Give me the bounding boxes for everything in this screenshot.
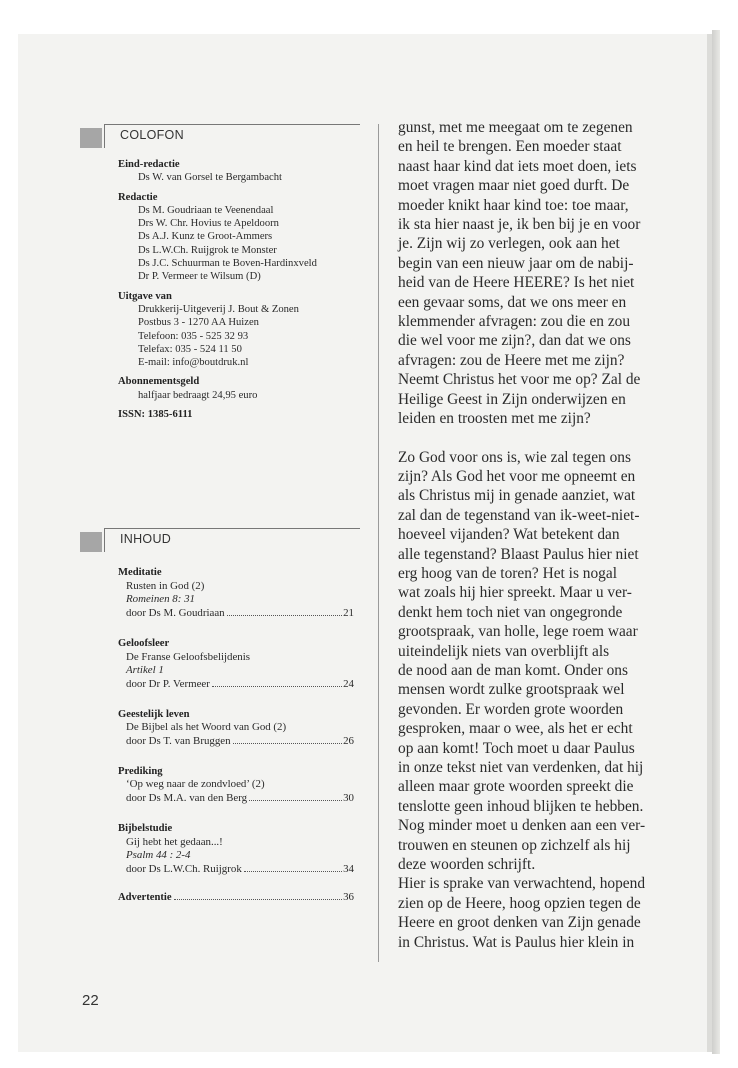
toc-article-subtitle: Artikel 1 (126, 664, 164, 677)
group-line: E-mail: info@boutdruk.nl (138, 357, 249, 369)
text-line: uiteindelijk niets van overblijft als (398, 642, 610, 660)
text-line: Zo God voor ons is, wie zal tegen ons (398, 448, 631, 466)
text-line: Hier is sprake van verwachtend, hopend (398, 875, 646, 893)
group-line: Postbus 3 - 1270 AA Huizen (138, 317, 259, 329)
toc-leader (249, 799, 342, 801)
text-line: grootspraak, van holle, lege roem waar (398, 623, 638, 641)
toc-leader (174, 898, 343, 900)
toc-section (118, 765, 354, 806)
inhoud-header (80, 528, 360, 554)
toc-article-subtitle: Romeinen 8: 31 (126, 593, 195, 606)
toc-page: 34 (343, 862, 354, 875)
colofon-group (118, 158, 358, 185)
group-line: Ds M. Goudriaan te Veenendaal (138, 204, 274, 216)
toc-page: 30 (343, 792, 354, 805)
toc-entry[interactable] (118, 607, 354, 621)
text-line: gunst, met me meegaat om te zegenen (398, 119, 633, 136)
header-rule (104, 528, 360, 529)
toc-entry[interactable] (118, 863, 354, 877)
text-line: deze woorden schrijft. (398, 856, 536, 874)
text-line: alle tegenstand? Blaast Paulus hier niet (398, 545, 639, 563)
group-line: Ds A.J. Kunz te Groot-Ammers (138, 231, 273, 243)
group-title: Abonnementsgeld (118, 376, 200, 388)
colofon-block (118, 158, 358, 421)
text-line: die wel voor me zijn?, dan dat we ons (398, 332, 631, 350)
toc-page: 24 (343, 677, 354, 690)
text-line: trouwen en steunen op zichzelf als hij (398, 836, 631, 854)
colofon-header (80, 124, 360, 150)
group-title: Uitgave van (118, 290, 172, 302)
toc-section-title: Bijbelstudie (118, 822, 173, 834)
text-line: in onze tekst niet van verdenken, dat hij (398, 759, 644, 776)
toc-page: 36 (343, 890, 354, 903)
toc-section (118, 708, 354, 749)
toc-section-title: Prediking (118, 765, 163, 777)
toc-article-title: De Franse Geloofsbelijdenis (126, 650, 251, 663)
toc-author: door Ds M. Goudriaan (126, 607, 225, 620)
toc-section (118, 822, 354, 877)
group-line: Ds W. van Gorsel te Bergambacht (138, 172, 282, 184)
issn: ISSN: 1385-6111 (118, 409, 193, 421)
toc-author: door Ds T. van Bruggen (126, 735, 231, 748)
group-line: Drukkerij-Uitgeverij J. Bout & Zonen (138, 303, 299, 315)
text-line: hoeveel vijanden? Wat betekent dan (398, 526, 620, 544)
column-divider (378, 124, 379, 962)
group-line: Telefax: 035 - 524 11 50 (138, 343, 242, 355)
text-line: Nog minder moet u denken aan een ver- (398, 817, 646, 835)
group-title: Redactie (118, 191, 158, 203)
toc-section-title: Meditatie (118, 567, 162, 578)
toc-article-title: Rusten in God (2) (126, 579, 205, 592)
toc-article-title: De Bijbel als het Woord van God (2) (126, 721, 287, 734)
group-line: Drs W. Chr. Hovius te Apeldoorn (138, 218, 279, 230)
header-square-icon (80, 532, 102, 552)
text-line: Heere en groot denken van Zijn genade (398, 914, 641, 932)
text-line: wat zoals hij hier spreekt. Maar u ver- (398, 584, 632, 602)
group-line: Telefoon: 035 - 525 32 93 (138, 330, 249, 342)
colofon-group (118, 375, 358, 402)
inhoud-block (118, 566, 354, 904)
text-line: moet vragen maar niet goed durft. De (398, 177, 630, 195)
toc-author: door Ds L.W.Ch. Ruijgrok (126, 862, 242, 875)
group-line: Ds J.C. Schuurman te Boven-Hardinxveld (138, 258, 317, 270)
text-line: tenslotte geen inhoud blijken te hebben. (398, 797, 644, 815)
toc-article-title: ‘Op weg naar de zondvloed’ (2) (126, 778, 265, 791)
text-line: in Christus. Wat is Paulus hier klein in (398, 933, 635, 951)
text-line: heid van de Heere HEERE? Is het niet (398, 274, 635, 292)
text-line: als Christus mij in genade aanziet, wat (398, 487, 636, 505)
text-line: Heilige Geest in Zijn onderwijzen en (398, 390, 626, 408)
text-line: mensen wordt zulke grootspraak wel (398, 681, 625, 699)
text-line: moeder knikt haar kind toe: toe maar, (398, 196, 629, 214)
header-square-icon (80, 128, 102, 148)
text-line: denkt hem toch niet van ongegronde (398, 603, 623, 621)
toc-leader (233, 742, 343, 744)
colofon-group (118, 191, 358, 284)
toc-leader (244, 870, 342, 872)
text-line: op aan komt! Toch moet u daar Paulus (398, 739, 635, 757)
toc-article-subtitle: Psalm 44 : 2-4 (126, 849, 191, 862)
toc-section-title: Geloofsleer (118, 637, 170, 649)
toc-leader (227, 614, 343, 616)
text-line: afvragen: zou de Heere met me zijn? (398, 351, 625, 369)
toc-section-title: Geestelijk leven (118, 708, 190, 720)
toc-page: 26 (343, 735, 354, 748)
group-title: Eind-redactie (118, 159, 180, 170)
text-line: en heil te brengen. Een moeder staat (398, 138, 622, 156)
page-edge (712, 30, 720, 1054)
text-line: je. Zijn wij zo verlegen, ook aan het (398, 235, 620, 253)
toc-entry[interactable] (118, 678, 354, 692)
inhoud-heading: INHOUD (120, 532, 172, 546)
toc-entry[interactable] (118, 735, 354, 749)
text-line: Neemt Christus het voor me op? Zal de (398, 371, 641, 389)
header-tick (104, 528, 105, 552)
toc-entry-advertentie[interactable] (118, 891, 354, 905)
toc-article-title: Gij hebt het gedaan...! (126, 835, 223, 848)
colofon-group (118, 290, 358, 370)
text-line: begin van een nieuw jaar om de nabij- (398, 254, 634, 272)
header-tick (104, 124, 105, 148)
text-line: zal dan de tegenstand van ik-weet-niet- (398, 506, 640, 524)
header-rule (104, 124, 360, 125)
paragraph (398, 448, 694, 953)
article-body (398, 118, 694, 952)
text-line: naast haar kind dat iets moet doen, iets (398, 157, 637, 175)
toc-section-title: Advertentie (118, 891, 172, 903)
text-line: erg hoog van de toren? Het is nogal (398, 564, 617, 582)
toc-page: 21 (343, 607, 354, 620)
text-line: de nood aan de man komt. Onder ons (398, 661, 628, 679)
paragraph (398, 118, 694, 429)
text-line: gesproken, maar o wee, als het er echt (398, 720, 633, 738)
toc-author: door Dr P. Vermeer (126, 677, 210, 690)
text-line: zien op de Heere, hoog opzien tegen de (398, 894, 641, 912)
group-line: halfjaar bedraagt 24,95 euro (138, 389, 258, 401)
text-line: leiden en troosten met me zijn? (398, 410, 591, 428)
toc-entry[interactable] (118, 792, 354, 806)
text-line: gevonden. Er worden grote woorden (398, 700, 624, 718)
text-line: klemmender afvragen: zou die en zou (398, 313, 631, 331)
text-line: alleen maar grote woorden spreekt die (398, 778, 634, 796)
page-number: 22 (82, 992, 99, 1009)
toc-leader (212, 685, 342, 687)
text-line: een gevaar soms, dat we ons meer en (398, 293, 627, 311)
toc-author: door Ds M.A. van den Berg (126, 792, 248, 805)
group-line: Dr P. Vermeer te Wilsum (D) (138, 271, 261, 283)
toc-section (118, 637, 354, 692)
text-line: ik sta hier naast je, ik ben bij je en voor (398, 216, 641, 234)
text-line: zijn? Als God het voor me opneemt en (398, 467, 636, 485)
group-line: Ds L.W.Ch. Ruijgrok te Monster (138, 244, 277, 256)
colofon-heading: COLOFON (120, 128, 184, 142)
toc-section (118, 566, 354, 621)
